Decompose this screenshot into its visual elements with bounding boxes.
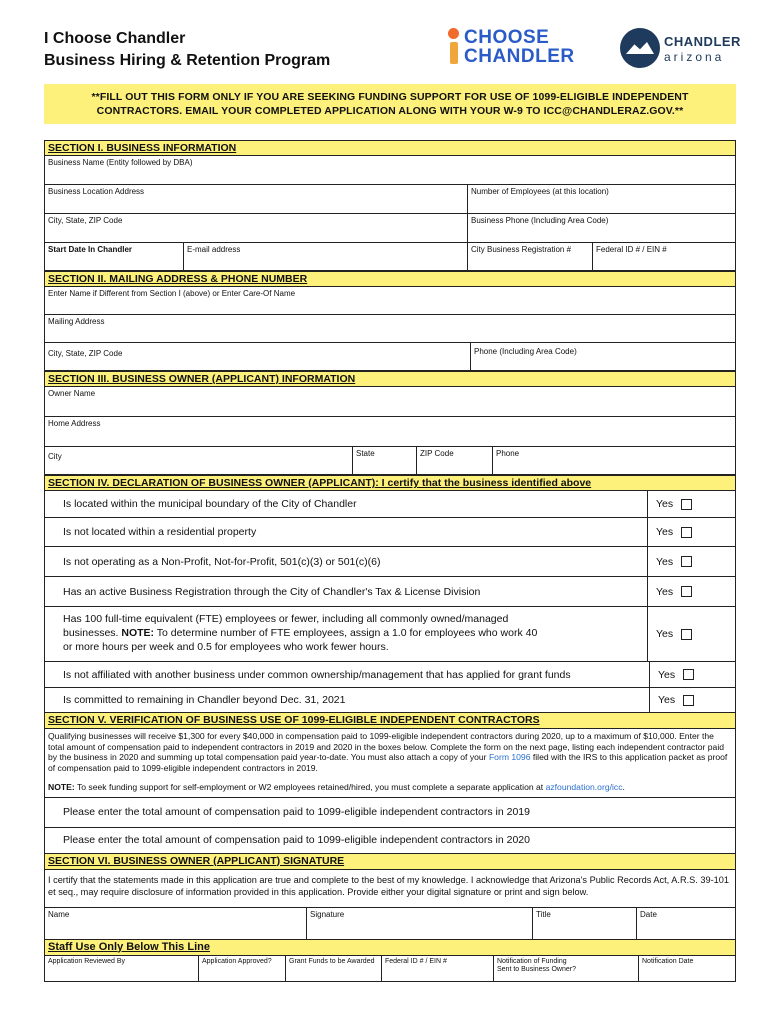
form-1096-link[interactable]: Form 1096: [488, 752, 531, 762]
banner-line-1: **FILL OUT THIS FORM ONLY IF YOU ARE SEEKING FUNDING SUPPORT FOR USE OF 1099-ELIGIBLE INDEPENDENT: [91, 91, 689, 103]
owner-phone-field[interactable]: Phone: [496, 449, 520, 458]
declaration-text: Is not operating as a Non-Profit, Not-for-Profit, 501(c)(3) or 501(c)(6): [63, 555, 381, 568]
yes-checkbox[interactable]: [681, 629, 692, 640]
declaration-text: Is committed to remaining in Chandler beyond Dec. 31, 2021: [63, 694, 346, 706]
staff-row: [45, 956, 735, 982]
mailing-phone-field[interactable]: Phone (Including Area Code): [474, 347, 577, 356]
choose-chandler-logo: [446, 26, 586, 68]
yes-option: [647, 577, 735, 606]
location-address-field[interactable]: Business Location Address: [45, 185, 468, 213]
yes-option: [649, 662, 735, 687]
staff-use-header: Staff Use Only Below This Line: [45, 940, 735, 956]
business-phone-field[interactable]: Business Phone (Including Area Code): [471, 216, 609, 225]
declaration-row: [45, 662, 735, 688]
section-6-header: SECTION VI. BUSINESS OWNER (APPLICANT) SIGNATURE: [45, 854, 735, 870]
declaration-text: Is located within the municipal boundary of the City of Chandler: [63, 498, 357, 510]
declaration-row: [45, 518, 735, 547]
yes-option: [647, 547, 735, 576]
title-line-2: Business Hiring & Retention Program: [44, 52, 331, 69]
signature-statement: I certify that the statements made in this application are true and complete to the best of my knowledge. I acknowledge that Arizona's Public Records Act, A.R.S. 39-101 et seq., may require disclosure of information provided in this application. Provide either your digital signature or print and sign below.: [45, 870, 735, 908]
email-field[interactable]: E-mail address: [184, 243, 468, 270]
yes-checkbox[interactable]: [681, 556, 692, 567]
notification-sent-field[interactable]: [494, 956, 639, 981]
yes-label: Yes: [658, 694, 676, 706]
fte-line-1: Has 100 full-time equivalent (FTE) employees or fewer, including all commonly owned/managed: [63, 613, 509, 625]
care-of-row: [45, 287, 735, 315]
yes-label: Yes: [656, 585, 674, 598]
owner-name-row: [45, 387, 735, 417]
business-name-row: [45, 156, 735, 185]
logo-chandler-text: CHANDLER: [464, 46, 575, 67]
city-seal-icon: [620, 28, 660, 68]
declaration-text: Has an active Business Registration through the City of Chandler's Tax & License Division: [63, 585, 481, 598]
yes-checkbox[interactable]: [681, 586, 692, 597]
owner-state-field[interactable]: State: [353, 447, 417, 474]
verification-note: NOTE: To seek funding support for self-employment or W2 employees retained/hired, you must complete a separate application at azfoundation.org/icc.: [48, 782, 625, 792]
section-3-header: SECTION III. BUSINESS OWNER (APPLICANT) INFORMATION: [45, 371, 735, 387]
form-title: [44, 28, 330, 72]
declaration-row: [45, 547, 735, 577]
owner-city-row: [45, 447, 735, 475]
verification-paragraph: [45, 729, 735, 798]
section-2-header: SECTION II. MAILING ADDRESS & PHONE NUMBER: [45, 271, 735, 287]
mailing-city-field[interactable]: City, State, ZIP Code: [45, 343, 471, 370]
owner-zip-field[interactable]: ZIP Code: [417, 447, 493, 474]
logo-bar-icon: [450, 42, 458, 64]
amount-2019-row: [45, 798, 735, 828]
signer-title-field[interactable]: Title: [533, 908, 637, 939]
city-state-zip-field[interactable]: City, State, ZIP Code: [45, 214, 468, 242]
owner-city-field[interactable]: City: [45, 447, 353, 474]
yes-checkbox[interactable]: [683, 695, 694, 706]
verification-text: Qualifying businesses will receive $1,300 for every $40,000 in compensation paid to 1099-eligible independent contractors during 2020, up to a maximum of $10,000. Enter the total amount of compensation paid to independent contractors in 2019 and 2020 in the boxes below. Complete the form on the next page, listing each independent contractor paid by the business in 2020 and summing up total compensation paid year-to-date. You must also attach a copy of your Form 1096 filed with the IRS to this application packet as proof of compensation paid to 1099-eligible independent contractors in 2019.: [48, 731, 728, 773]
declaration-row-fte: [45, 607, 735, 662]
reviewed-by-field[interactable]: Application Reviewed By: [45, 956, 199, 981]
business-name-field[interactable]: Business Name (Entity followed by DBA): [48, 158, 193, 167]
yes-label: Yes: [656, 526, 674, 538]
mailing-address-field[interactable]: Mailing Address: [48, 317, 105, 326]
staff-federal-id-field[interactable]: Federal ID # / EIN #: [382, 956, 494, 981]
section-5-header: SECTION V. VERIFICATION OF BUSINESS USE OF 1099-ELIGIBLE INDEPENDENT CONTRACTORS: [45, 713, 735, 729]
title-line-1: I Choose Chandler: [44, 30, 186, 47]
yes-label: Yes: [658, 668, 676, 681]
city-row: [45, 214, 735, 243]
banner-line-2: CONTRACTORS. EMAIL YOUR COMPLETED APPLICATION ALONG WITH YOUR W-9 TO ICC@CHANDLERAZ.GOV.**: [96, 105, 684, 117]
signer-name-field[interactable]: Name: [45, 908, 307, 939]
logo-dot-icon: [448, 28, 459, 39]
signature-date-field[interactable]: Date: [640, 909, 657, 919]
amount-2019-label[interactable]: Please enter the total amount of compensation paid to 1099-eligible independent contractors in 2019: [63, 806, 530, 818]
care-of-name-field[interactable]: Enter Name if Different from Section I (above) or Enter Care-Of Name: [48, 289, 296, 298]
declaration-row: [45, 688, 735, 713]
federal-id-field[interactable]: Federal ID # / EIN #: [596, 245, 667, 254]
notification-line-2: Sent to Business Owner?: [497, 965, 576, 973]
declaration-text: Is not affiliated with another business under common ownership/management that has applied for grant funds: [63, 668, 571, 681]
yes-label: Yes: [656, 498, 674, 510]
notification-line-1: Notification of Funding: [497, 957, 567, 965]
num-employees-field[interactable]: Number of Employees (at this location): [471, 187, 609, 196]
location-row: [45, 185, 735, 214]
yes-checkbox[interactable]: [681, 499, 692, 510]
signature-field[interactable]: Signature: [307, 908, 533, 939]
owner-name-field[interactable]: Owner Name: [48, 389, 96, 398]
mailing-row: [45, 315, 735, 343]
declaration-row: [45, 491, 735, 518]
section-1-header: SECTION I. BUSINESS INFORMATION: [45, 140, 735, 156]
fte-line-3: or more hours per week and 0.5 for employees who work fewer hours.: [63, 641, 389, 653]
chandler-arizona-logo: [620, 26, 750, 70]
logo-choose-text: CHOOSE: [464, 27, 550, 48]
notification-date-field[interactable]: Notification Date: [642, 957, 694, 965]
note-label: NOTE:: [48, 782, 75, 792]
amount-2020-label[interactable]: Please enter the total amount of compensation paid to 1099-eligible independent contractors in 2020: [63, 834, 530, 846]
mailing-city-row: [45, 343, 735, 371]
fte-line-2: businesses. NOTE: To determine number of FTE employees, assign a 1.0 for employees who work 40: [63, 627, 538, 639]
yes-checkbox[interactable]: [683, 669, 694, 680]
section-4-header: SECTION IV. DECLARATION OF BUSINESS OWNER (APPLICANT): I certify that the business identified above: [45, 475, 735, 491]
fte-note-label: NOTE:: [121, 627, 155, 639]
yes-option: [649, 688, 735, 712]
start-date-field[interactable]: Start Date In Chandler: [45, 243, 184, 270]
home-address-row: [45, 417, 735, 447]
signature-row: [45, 908, 735, 940]
city-registration-field[interactable]: City Business Registration #: [468, 243, 593, 270]
yes-label: Yes: [656, 555, 674, 568]
logo-state-name: arizona: [664, 50, 725, 64]
declaration-text: Is not located within a residential property: [63, 526, 257, 538]
yes-option: [647, 518, 735, 546]
application-form: [44, 140, 736, 982]
home-address-field[interactable]: Home Address: [48, 419, 101, 428]
start-date-row: [45, 243, 735, 271]
yes-option: [647, 607, 735, 661]
yes-option: [647, 491, 735, 517]
logo-city-name: CHANDLER: [664, 34, 741, 49]
instructions-banner: [44, 84, 736, 124]
amount-2020-row: [45, 828, 735, 854]
grant-funds-field[interactable]: Grant Funds to be Awarded: [286, 956, 382, 981]
azfoundation-link[interactable]: azfoundation.org/icc: [545, 782, 623, 792]
approved-field[interactable]: Application Approved?: [199, 956, 286, 981]
declaration-row: [45, 577, 735, 607]
yes-checkbox[interactable]: [681, 527, 692, 538]
declaration-text-fte: [45, 607, 647, 661]
yes-label: Yes: [656, 628, 674, 640]
